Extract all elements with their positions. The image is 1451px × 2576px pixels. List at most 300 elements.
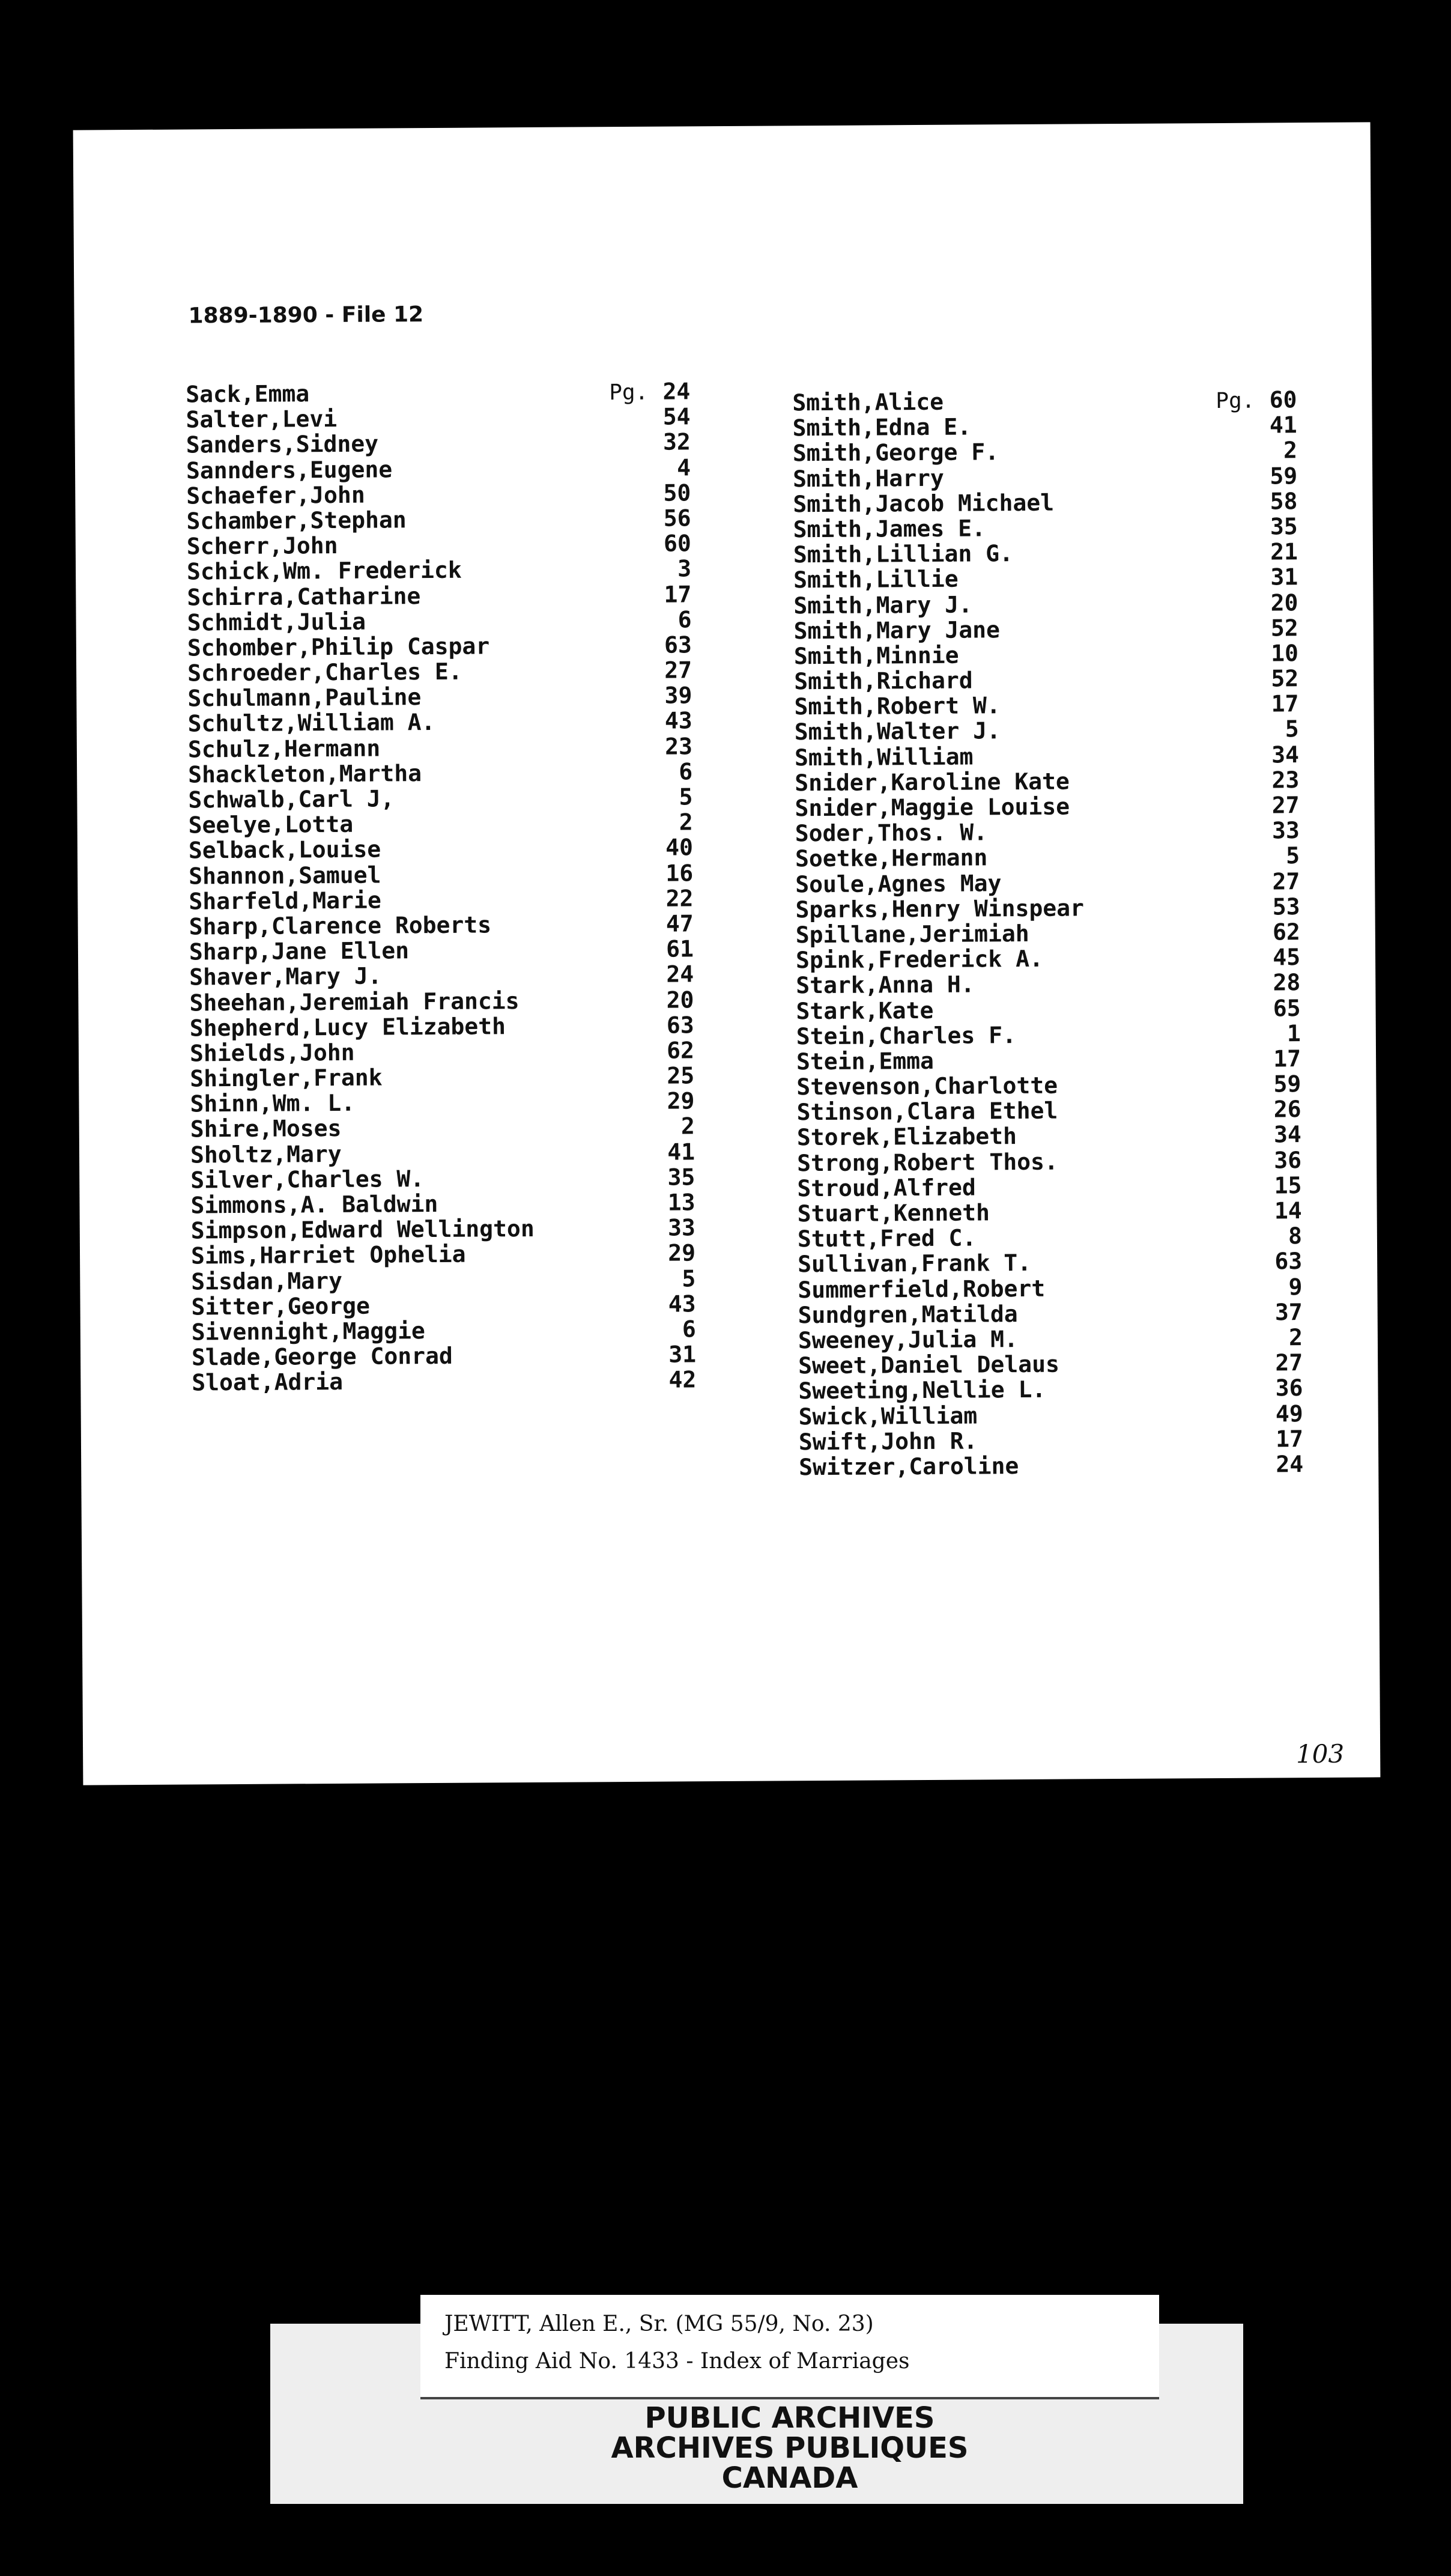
entry-page-number: 34 bbox=[1271, 741, 1300, 768]
entry-page-number: 29 bbox=[667, 1087, 695, 1114]
entry-name: Smith,Robert W. bbox=[794, 692, 1001, 720]
entry-name: Schroeder,Charles E. bbox=[187, 658, 462, 687]
entry-page-number: 60 bbox=[1269, 386, 1297, 413]
entry-page-ref bbox=[1258, 944, 1300, 970]
index-entry bbox=[793, 539, 1298, 567]
entry-page-ref bbox=[1260, 1249, 1302, 1275]
index-entry bbox=[191, 1241, 695, 1269]
index-entry bbox=[190, 1063, 694, 1091]
entry-page-ref bbox=[1261, 1325, 1303, 1350]
index-entry bbox=[798, 1198, 1302, 1226]
entry-name: Shaver,Mary J. bbox=[189, 962, 382, 991]
entry-page-number: 63 bbox=[1274, 1248, 1303, 1275]
entry-page-number: 42 bbox=[668, 1366, 697, 1393]
entry-page-number: 2 bbox=[1288, 1324, 1303, 1351]
entry-page-ref bbox=[654, 1367, 696, 1393]
entry-page-number: 41 bbox=[1269, 412, 1297, 439]
index-column-right bbox=[792, 387, 1303, 1480]
entry-name: Stroud,Alfred bbox=[797, 1174, 976, 1202]
entry-page-number: 34 bbox=[1273, 1121, 1301, 1148]
entry-page-number: 37 bbox=[1274, 1298, 1303, 1326]
entry-page-ref bbox=[654, 1316, 696, 1342]
index-entry bbox=[798, 1274, 1302, 1302]
entry-name: Smith,Jacob Michael bbox=[793, 489, 1055, 518]
entry-page-number: 9 bbox=[1288, 1273, 1303, 1300]
entry-page-number: 24 bbox=[662, 378, 691, 405]
index-entry bbox=[798, 1350, 1303, 1378]
entry-name: Slade,George Conrad bbox=[191, 1342, 453, 1371]
entry-page-number: 27 bbox=[1272, 867, 1300, 895]
entry-page-number: 6 bbox=[682, 1316, 696, 1343]
entry-page-ref bbox=[1258, 919, 1300, 945]
entry-page-number: 24 bbox=[1276, 1451, 1304, 1478]
entry-page-ref bbox=[1259, 1021, 1301, 1046]
entry-page-ref bbox=[653, 1114, 695, 1140]
entry-page-ref bbox=[609, 378, 690, 404]
entry-page-ref bbox=[1261, 1299, 1303, 1325]
entry-name: Sharp,Clarence Roberts bbox=[189, 911, 492, 940]
entry-name: Smith,Richard bbox=[794, 667, 973, 695]
index-entry bbox=[189, 911, 694, 939]
entry-name: Summerfield,Robert bbox=[798, 1275, 1046, 1303]
label-line-finding-aid: Finding Aid No. 1433 - Index of Marriages bbox=[444, 2349, 910, 2374]
document-page bbox=[73, 122, 1381, 1785]
entry-page-number: 4 bbox=[677, 454, 691, 481]
index-entry bbox=[189, 936, 694, 964]
entry-page-ref bbox=[653, 1291, 695, 1317]
entry-name: Swift,John R. bbox=[798, 1427, 978, 1455]
entry-name: Stein,Charles F. bbox=[796, 1021, 1017, 1050]
entry-page-ref bbox=[1261, 1451, 1303, 1477]
index-entry bbox=[794, 691, 1298, 719]
entry-page-ref bbox=[653, 1139, 695, 1165]
entry-page-ref bbox=[1259, 1046, 1301, 1072]
entry-name: Schultz,William A. bbox=[187, 709, 435, 737]
index-entry bbox=[796, 1096, 1301, 1125]
stamp-line-1: PUBLIC ARCHIVES bbox=[644, 2401, 935, 2435]
entry-page-number: 25 bbox=[667, 1062, 695, 1089]
entry-page-ref bbox=[1261, 1426, 1303, 1452]
entry-name: Silver,Charles W. bbox=[190, 1165, 425, 1194]
index-entry bbox=[191, 1266, 695, 1294]
entry-page-ref bbox=[652, 1063, 694, 1089]
entry-page-number: 56 bbox=[663, 505, 691, 532]
index-entry bbox=[189, 810, 693, 838]
entry-page-ref bbox=[1257, 767, 1299, 793]
index-entry bbox=[186, 455, 691, 483]
entry-pg-label: Pg. bbox=[609, 380, 649, 406]
index-entry bbox=[798, 1375, 1303, 1403]
entry-page-number: 26 bbox=[1273, 1096, 1301, 1123]
entry-page-ref bbox=[1256, 640, 1298, 666]
entry-page-number: 58 bbox=[1270, 487, 1298, 515]
entry-page-ref bbox=[648, 404, 690, 430]
index-entry bbox=[795, 792, 1299, 821]
entry-page-ref bbox=[652, 911, 694, 937]
entry-page-number: 14 bbox=[1274, 1197, 1302, 1224]
index-entry bbox=[796, 995, 1300, 1024]
entry-name: Sheehan,Jeremiah Francis bbox=[189, 987, 520, 1016]
index-entry bbox=[799, 1426, 1303, 1454]
entry-page-number: 10 bbox=[1271, 640, 1299, 667]
entry-name: Smith,George F. bbox=[792, 439, 999, 467]
archives-stamp bbox=[420, 2403, 1159, 2493]
index-entry bbox=[795, 717, 1299, 745]
entry-page-number: 62 bbox=[1272, 919, 1300, 946]
entry-name: Switzer,Caroline bbox=[799, 1452, 1019, 1481]
entry-page-number: 60 bbox=[663, 530, 691, 557]
index-entry bbox=[189, 886, 693, 914]
entry-page-number: 17 bbox=[1273, 1045, 1301, 1072]
entry-page-number: 39 bbox=[664, 682, 692, 709]
entry-page-ref bbox=[1258, 894, 1300, 920]
entry-name: Schirra,Catharine bbox=[187, 582, 421, 610]
entry-name: Snider,Karoline Kate bbox=[795, 768, 1070, 797]
entry-page-number: 54 bbox=[662, 403, 691, 430]
entry-page-number: 16 bbox=[665, 859, 694, 887]
entry-page-number: 29 bbox=[668, 1239, 696, 1266]
entry-name: Strong,Robert Thos. bbox=[796, 1148, 1058, 1176]
index-entry bbox=[794, 615, 1298, 643]
entry-page-ref bbox=[651, 810, 693, 836]
entry-page-ref bbox=[650, 759, 692, 785]
entry-page-ref bbox=[653, 1189, 695, 1215]
index-entry bbox=[189, 860, 693, 889]
index-entry bbox=[795, 843, 1300, 872]
index-entry bbox=[186, 505, 691, 533]
entry-page-ref bbox=[1260, 1198, 1302, 1224]
entry-name: Selback,Louise bbox=[188, 836, 381, 864]
entry-page-ref bbox=[653, 1164, 695, 1190]
entry-name: Sitter,George bbox=[191, 1292, 371, 1320]
entry-page-ref bbox=[1258, 818, 1300, 843]
entry-page-number: 32 bbox=[662, 428, 691, 456]
entry-page-ref bbox=[649, 582, 691, 607]
index-entry bbox=[796, 1071, 1301, 1099]
index-entry bbox=[799, 1451, 1303, 1480]
entry-page-number: 43 bbox=[664, 707, 692, 735]
entry-name: Sweet,Daniel Delaus bbox=[798, 1350, 1060, 1379]
index-entry bbox=[793, 488, 1297, 517]
entry-page-number: 53 bbox=[1272, 893, 1300, 920]
entry-name: Sullivan,Frank T. bbox=[798, 1250, 1032, 1278]
entry-page-ref bbox=[653, 1266, 695, 1292]
entry-page-ref bbox=[650, 657, 692, 683]
entry-page-ref bbox=[651, 886, 693, 911]
index-entry bbox=[188, 708, 692, 737]
index-entry bbox=[798, 1325, 1303, 1353]
entry-page-number: 47 bbox=[665, 910, 694, 937]
entry-name: Smith,Mary J. bbox=[793, 591, 973, 619]
entry-name: Sundgren,Matilda bbox=[798, 1300, 1018, 1329]
entry-name: Sims,Harriet Ophelia bbox=[190, 1241, 466, 1269]
entry-name: Spink,Frederick A. bbox=[795, 945, 1044, 974]
entry-name: Sack,Emma bbox=[186, 380, 310, 408]
entry-name: Schomber,Philip Caspar bbox=[187, 633, 490, 661]
index-entry bbox=[793, 412, 1297, 440]
entry-name: Stein,Emma bbox=[796, 1047, 935, 1075]
index-entry bbox=[187, 657, 692, 685]
entry-name: Simpson,Edward Wellington bbox=[190, 1215, 535, 1244]
index-entry bbox=[190, 1189, 695, 1218]
entry-name: Smith,Minnie bbox=[793, 642, 959, 670]
index-entry bbox=[186, 480, 691, 508]
index-entry bbox=[189, 987, 694, 1015]
entry-name: Soetke,Hermann bbox=[795, 844, 988, 872]
entry-name: Smith,Mary Jane bbox=[793, 616, 1001, 644]
entry-page-number: 65 bbox=[1273, 994, 1301, 1021]
entry-name: Snider,Maggie Louise bbox=[795, 793, 1070, 822]
entry-page-number: 23 bbox=[664, 732, 693, 760]
entry-page-number: 62 bbox=[667, 1037, 695, 1064]
entry-name: Salter,Levi bbox=[186, 406, 338, 433]
index-entry bbox=[188, 784, 692, 812]
entry-page-ref bbox=[1258, 970, 1300, 995]
entry-name: Stevenson,Charlotte bbox=[796, 1072, 1058, 1101]
index-entry bbox=[187, 582, 691, 610]
entry-name: Stinson,Clara Ethel bbox=[796, 1097, 1058, 1126]
entry-page-number: 17 bbox=[1271, 690, 1299, 717]
entry-page-number: 59 bbox=[1270, 462, 1298, 490]
entry-name: Sanders,Sidney bbox=[186, 430, 379, 458]
entry-page-ref bbox=[1216, 387, 1297, 413]
entry-name: Smith,Edna E. bbox=[792, 413, 972, 442]
entry-name: Seelye,Lotta bbox=[188, 810, 354, 839]
entry-page-ref bbox=[649, 455, 691, 481]
entry-name: Stutt,Fred C. bbox=[797, 1224, 977, 1253]
entry-name: Sharfeld,Marie bbox=[189, 887, 381, 915]
entry-page-number: 41 bbox=[667, 1138, 695, 1165]
entry-page-number: 52 bbox=[1271, 665, 1299, 692]
entry-page-number: 63 bbox=[664, 631, 692, 658]
entry-page-number: 27 bbox=[1275, 1349, 1303, 1376]
entry-page-ref bbox=[653, 1241, 695, 1266]
entry-page-number: 52 bbox=[1270, 614, 1298, 642]
entry-name: Shackleton,Martha bbox=[188, 759, 422, 788]
entry-page-ref bbox=[1259, 1096, 1301, 1122]
entry-page-number: 13 bbox=[667, 1189, 695, 1216]
entry-page-number: 31 bbox=[1270, 564, 1298, 591]
entry-name: Schaefer,John bbox=[186, 481, 365, 509]
entry-page-number: 5 bbox=[1285, 842, 1300, 869]
entry-page-number: 33 bbox=[667, 1214, 695, 1241]
entry-name: Soder,Thos. W. bbox=[795, 819, 988, 847]
entry-page-number: 61 bbox=[666, 935, 694, 962]
entry-name: Shepherd,Lucy Elizabeth bbox=[189, 1012, 506, 1042]
entry-page-ref bbox=[1256, 539, 1298, 565]
index-entry bbox=[190, 1139, 695, 1167]
entry-name: Schwalb,Carl J, bbox=[188, 785, 395, 813]
entry-page-ref bbox=[652, 1089, 694, 1114]
entry-name: Sharp,Jane Ellen bbox=[189, 937, 410, 965]
entry-page-number: 36 bbox=[1275, 1375, 1303, 1402]
index-entry bbox=[793, 463, 1297, 491]
entry-page-number: 6 bbox=[677, 606, 692, 633]
entry-page-ref bbox=[651, 860, 693, 886]
index-entry bbox=[795, 869, 1300, 897]
entry-name: Storek,Elizabeth bbox=[796, 1123, 1017, 1151]
entry-name: Sweeney,Julia M. bbox=[798, 1325, 1019, 1354]
entry-name: Sholtz,Mary bbox=[190, 1140, 342, 1168]
entry-name: Schmidt,Julia bbox=[187, 608, 366, 636]
index-entry bbox=[192, 1316, 696, 1344]
entry-page-number: 24 bbox=[666, 961, 694, 988]
entry-name: Sparks,Henry Winspear bbox=[795, 895, 1085, 923]
entry-page-ref bbox=[1258, 995, 1300, 1021]
entry-name: Spillane,Jerimiah bbox=[795, 920, 1029, 949]
index-entry bbox=[192, 1341, 696, 1370]
entry-page-ref bbox=[1255, 438, 1297, 464]
stamp-line-2: ARCHIVES PUBLIQUES bbox=[611, 2431, 969, 2465]
entry-page-ref bbox=[650, 708, 692, 734]
entry-name: Smith,Walter J. bbox=[794, 717, 1001, 746]
entry-page-number: 40 bbox=[665, 834, 694, 861]
entry-page-number: 17 bbox=[1276, 1425, 1304, 1453]
entry-page-ref bbox=[1257, 717, 1299, 743]
entry-page-number: 5 bbox=[1285, 715, 1299, 743]
index-entry bbox=[794, 640, 1298, 669]
entry-page-ref bbox=[1255, 463, 1297, 489]
index-entry bbox=[798, 1249, 1302, 1277]
entry-name: Smith,William bbox=[794, 743, 974, 771]
entry-page-ref bbox=[649, 480, 691, 506]
entry-page-number: 6 bbox=[679, 758, 693, 785]
entry-name: Smith,Harry bbox=[793, 464, 944, 492]
entry-page-number: 2 bbox=[679, 809, 693, 836]
entry-page-ref bbox=[1259, 1173, 1301, 1198]
entry-page-number: 45 bbox=[1273, 944, 1301, 971]
index-entry bbox=[190, 1114, 695, 1142]
entry-page-ref bbox=[652, 1012, 694, 1038]
index-entry bbox=[191, 1291, 695, 1319]
index-entry bbox=[793, 564, 1298, 592]
entry-page-number: 2 bbox=[1283, 437, 1298, 464]
entry-page-number: 15 bbox=[1274, 1171, 1302, 1199]
entry-name: Schulmann,Pauline bbox=[187, 684, 422, 712]
entry-page-ref bbox=[1256, 564, 1298, 590]
entry-name: Schamber,Stephan bbox=[186, 506, 407, 535]
index-entry bbox=[191, 1215, 695, 1244]
entry-page-ref bbox=[1259, 1071, 1301, 1097]
index-entry bbox=[796, 944, 1300, 973]
index-entry bbox=[190, 1037, 694, 1066]
entry-page-ref bbox=[652, 1037, 694, 1063]
entry-page-number: 31 bbox=[668, 1341, 697, 1368]
entry-page-number: 20 bbox=[666, 986, 694, 1013]
index-entry bbox=[186, 378, 690, 407]
entry-page-number: 20 bbox=[1270, 589, 1298, 616]
index-entry bbox=[190, 1164, 695, 1192]
entry-page-ref bbox=[649, 556, 691, 582]
index-entry bbox=[187, 683, 692, 711]
index-entry bbox=[186, 404, 690, 433]
entry-name: Sisdan,Mary bbox=[191, 1267, 343, 1295]
index-entry bbox=[797, 1147, 1301, 1176]
index-entry bbox=[795, 894, 1300, 922]
index-entry bbox=[796, 1046, 1301, 1074]
entry-page-ref bbox=[652, 936, 694, 962]
entry-page-number: 49 bbox=[1275, 1400, 1303, 1427]
index-entry bbox=[187, 530, 691, 559]
entry-page-ref bbox=[1261, 1375, 1303, 1401]
entry-page-number: 35 bbox=[1270, 513, 1298, 540]
entry-name: Smith,James E. bbox=[793, 515, 986, 543]
entry-page-ref bbox=[1261, 1401, 1303, 1427]
entry-page-number: 22 bbox=[665, 885, 694, 912]
entry-page-ref bbox=[650, 683, 692, 709]
entry-page-ref bbox=[1261, 1350, 1303, 1376]
entry-page-ref bbox=[1257, 792, 1299, 818]
entry-name: Stark,Kate bbox=[796, 997, 934, 1024]
entry-page-ref bbox=[651, 835, 693, 861]
entry-name: Simmons,A. Baldwin bbox=[190, 1190, 438, 1219]
entry-name: Stuart,Kenneth bbox=[797, 1199, 990, 1227]
entry-page-number: 33 bbox=[1271, 817, 1300, 844]
entry-page-ref bbox=[650, 734, 692, 759]
entry-page-ref bbox=[649, 530, 691, 556]
entry-page-ref bbox=[1259, 1122, 1301, 1148]
entry-page-ref bbox=[649, 607, 691, 633]
index-entry bbox=[793, 590, 1298, 618]
index-entry bbox=[796, 970, 1300, 998]
entry-name: Stark,Anna H. bbox=[796, 971, 975, 999]
entry-page-number: 17 bbox=[664, 580, 692, 608]
entry-page-number: 8 bbox=[1288, 1223, 1303, 1250]
entry-name: Shinn,Wm. L. bbox=[190, 1090, 356, 1117]
index-entry bbox=[799, 1401, 1303, 1429]
entry-page-ref bbox=[650, 784, 692, 810]
entry-page-ref bbox=[1258, 869, 1300, 895]
entry-name: Schulz,Hermann bbox=[187, 735, 381, 763]
index-entry bbox=[795, 742, 1299, 770]
entry-page-ref bbox=[1257, 742, 1299, 768]
entry-name: Sloat,Adria bbox=[192, 1368, 344, 1396]
index-entry bbox=[188, 734, 692, 762]
entry-name: Shields,John bbox=[189, 1039, 355, 1067]
entry-page-number: 1 bbox=[1286, 1019, 1301, 1046]
index-entry bbox=[189, 962, 694, 990]
page-number: 103 bbox=[1295, 1739, 1345, 1769]
entry-page-ref bbox=[1255, 412, 1297, 438]
index-entry bbox=[798, 1299, 1303, 1328]
index-entry bbox=[795, 818, 1300, 846]
index-entry bbox=[190, 1089, 694, 1117]
label-line-collection: JEWITT, Allen E., Sr. (MG 55/9, No. 23) bbox=[444, 2312, 874, 2336]
entry-page-number: 21 bbox=[1270, 538, 1298, 565]
entry-name: Sannders,Eugene bbox=[186, 455, 393, 484]
entry-page-ref bbox=[652, 987, 694, 1013]
entry-name: Smith,Alice bbox=[792, 388, 944, 416]
file-header: 1889-1890 - File 12 bbox=[188, 302, 424, 329]
index-entry bbox=[792, 387, 1297, 415]
index-entry bbox=[186, 430, 691, 458]
entry-page-ref bbox=[1258, 843, 1300, 869]
entry-page-ref bbox=[1256, 615, 1298, 641]
entry-page-ref bbox=[1256, 514, 1298, 539]
index-entry bbox=[192, 1367, 696, 1396]
entry-pg-label: Pg. bbox=[1216, 388, 1255, 414]
index-entry bbox=[793, 438, 1297, 466]
entry-page-ref bbox=[650, 632, 692, 658]
entry-page-ref bbox=[653, 1215, 695, 1241]
index-entry bbox=[797, 1173, 1301, 1201]
entry-name: Schick,Wm. Frederick bbox=[186, 556, 462, 585]
entry-page-number: 50 bbox=[663, 479, 691, 506]
entry-name: Sweeting,Nellie L. bbox=[798, 1376, 1046, 1405]
entry-page-ref bbox=[1260, 1223, 1302, 1249]
entry-name: Swick,William bbox=[798, 1402, 978, 1430]
entry-page-number: 2 bbox=[680, 1113, 695, 1140]
